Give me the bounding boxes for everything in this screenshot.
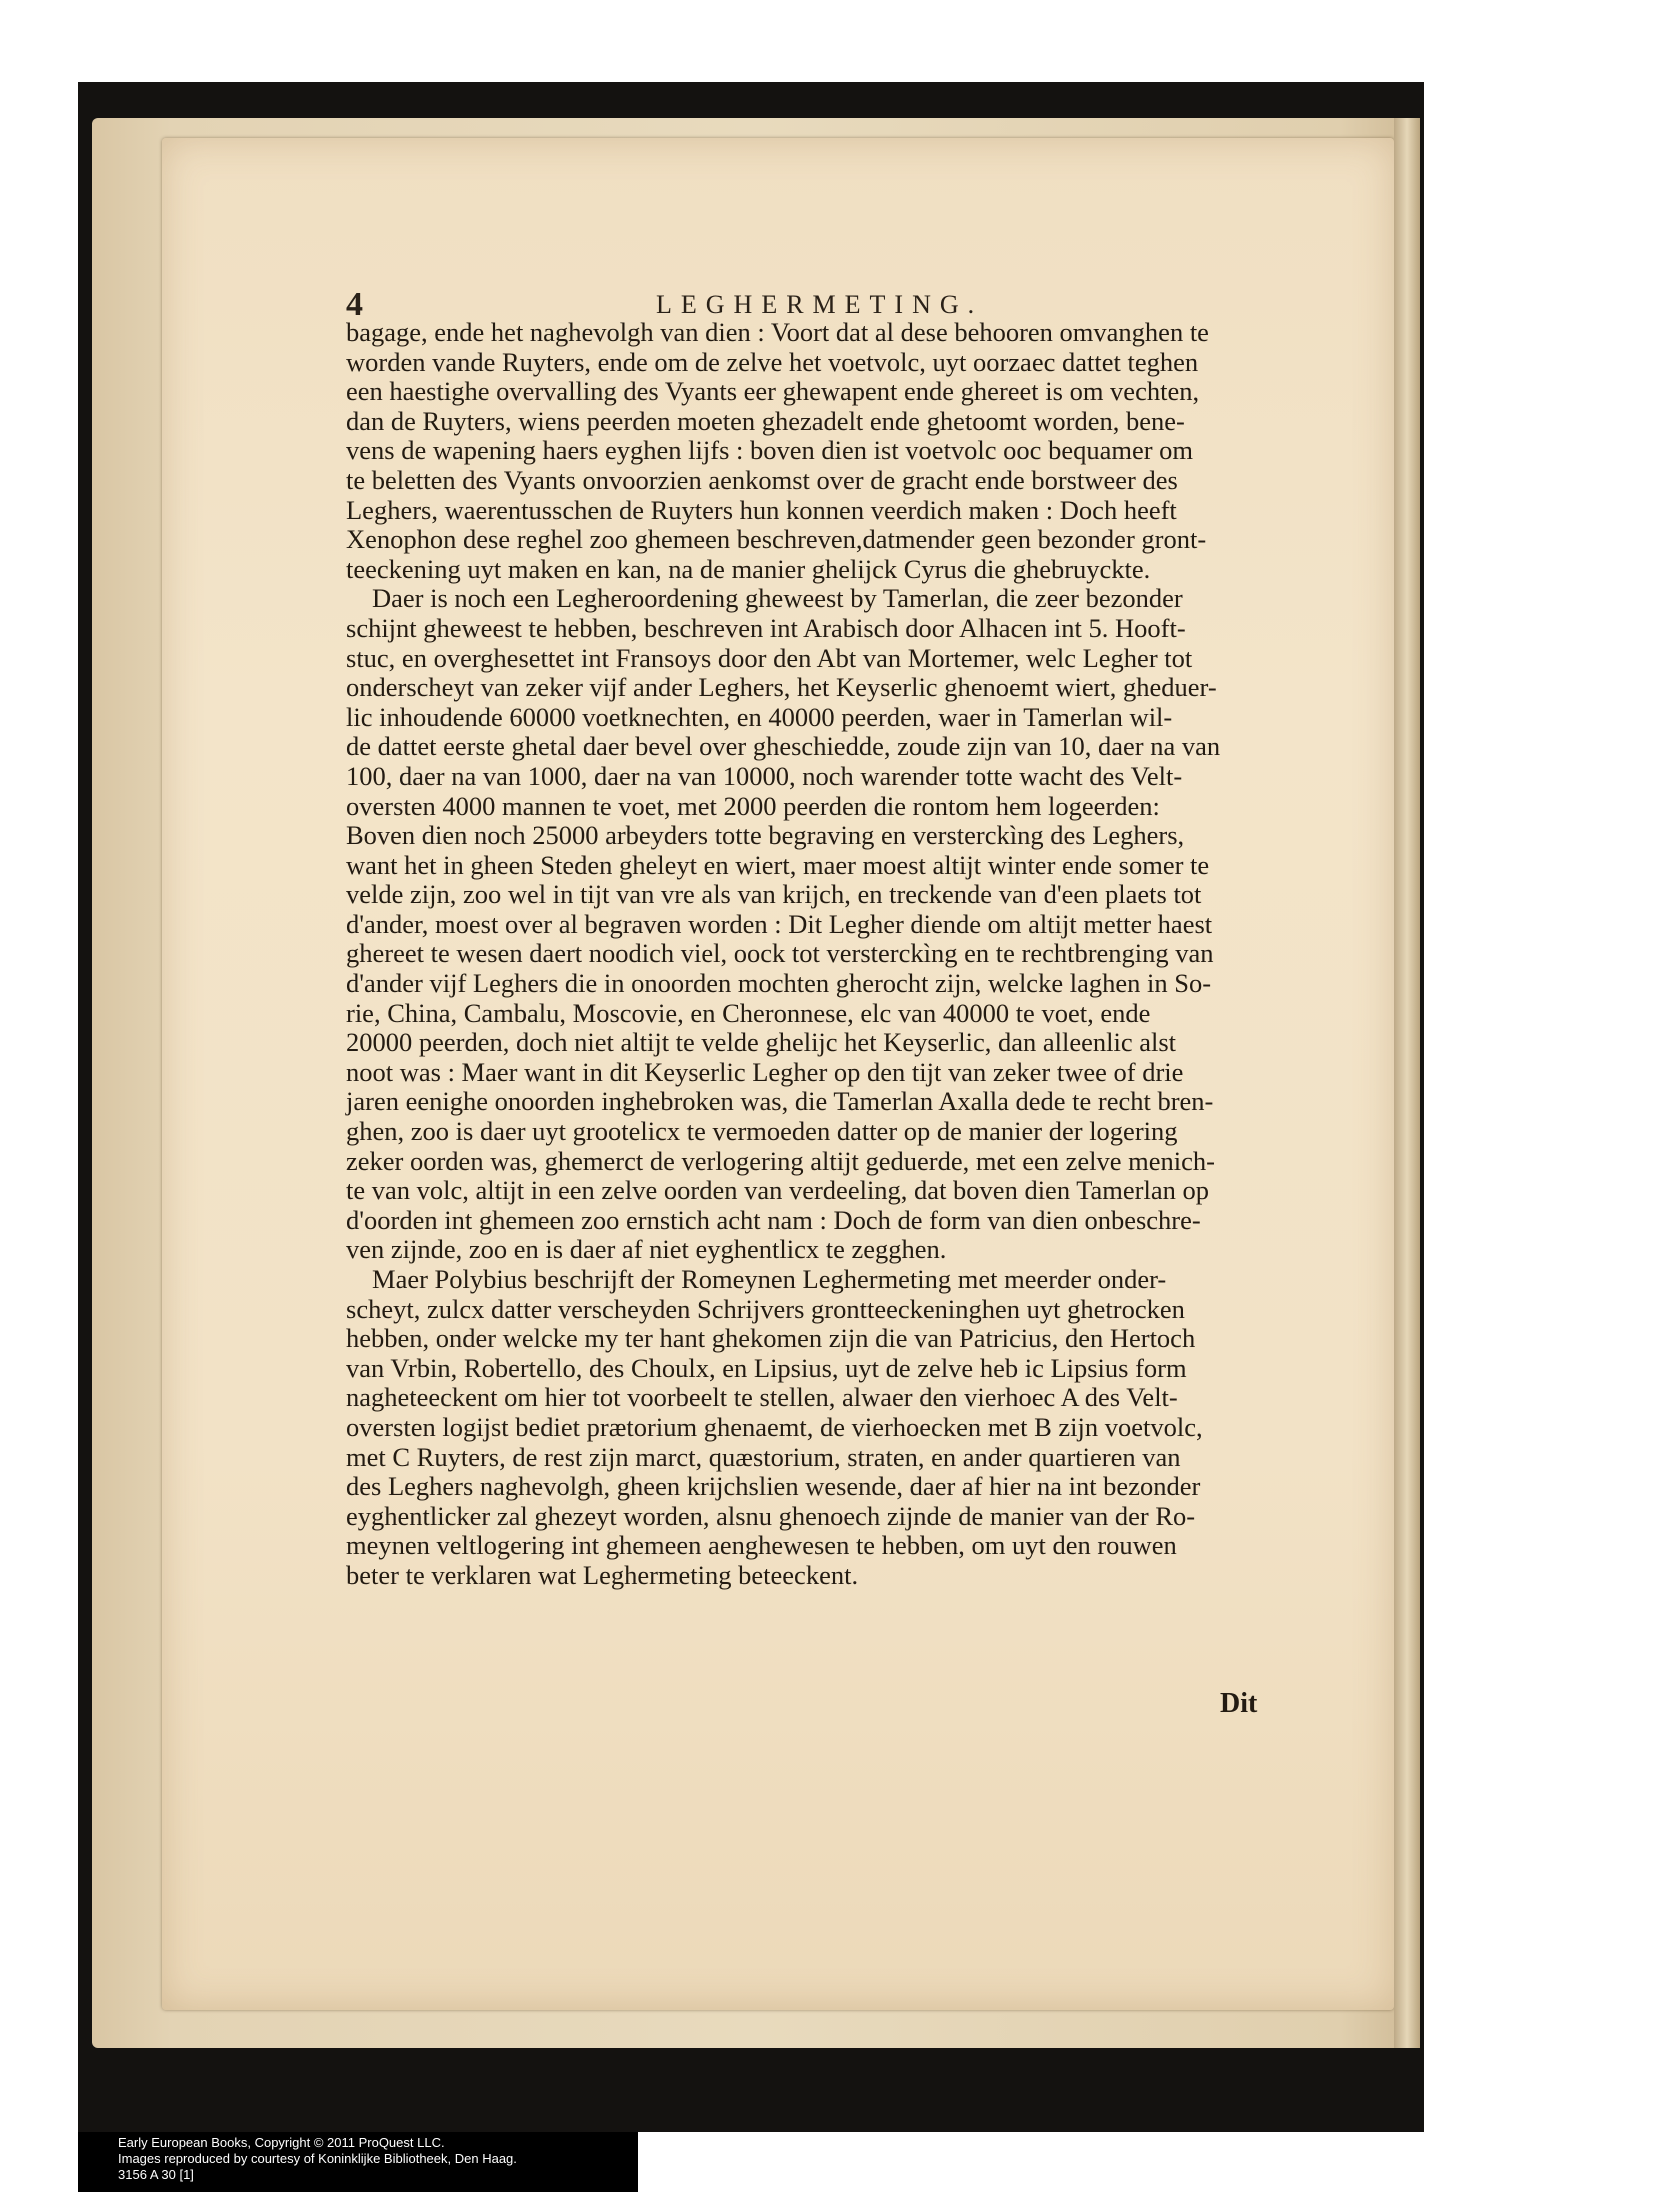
text-line: de dattet eerste ghetal daer bevel over gheschiedde, zoude zijn van 10, daer na van [346, 731, 1221, 762]
text-line: Xenophon dese reghel zoo ghemeen beschreven,datmender geen bezonder gront- [346, 524, 1207, 555]
text-line: dan de Ruyters, wiens peerden moeten ghezadelt ende ghetoomt worden, bene- [346, 405, 1185, 436]
text-line: teeckening uyt maken en kan, na de manier ghelijck Cyrus die ghebruyckte. [346, 553, 1151, 584]
paragraph-3 [346, 1265, 1294, 1591]
text-line: oversten logijst bediet prætorium ghenaemt, de vierhoecken met B zijn voetvolc, [346, 1411, 1203, 1442]
paragraph-1 [346, 318, 1294, 584]
text-line: te van volc, altijt in een zelve oorden van verdeeling, dat boven dien Tamerlan op [346, 1175, 1210, 1206]
text-line: d'ander, moest over al begraven worden : Dit Legher diende om altijt metter haest [346, 908, 1213, 939]
text-line: lic inhoudende 60000 voetknechten, en 40000 peerden, waer in Tamerlan wil- [346, 701, 1173, 732]
text-line: onderscheyt van zeker vijf ander Leghers, het Keyserlic ghenoemt wiert, gheduer- [346, 672, 1217, 703]
text-line: 100, daer na van 1000, daer na van 10000, noch warender totte wacht des Velt- [346, 760, 1183, 791]
text-line: d'ander vijf Leghers die in onoorden mochten gherocht zijn, welcke laghen in So- [346, 968, 1212, 999]
catchword: Dit [1220, 1688, 1258, 1719]
text-line: zeker oorden was, ghemerct de verlogering altijt geduerde, met een zelve menich- [346, 1145, 1215, 1176]
text-line: eyghentlicker zal ghezeyt worden, alsnu ghenoech zijnde de manier van der Ro- [346, 1500, 1196, 1531]
footer-line: 3156 A 30 [1] [118, 2167, 194, 2182]
text-line: meynen veltlogering int ghemeen aenghewesen te hebben, om uyt den rouwen [346, 1530, 1177, 1561]
text-line: ghen, zoo is daer uyt grootelicx te vermoeden datter op de manier der logering [346, 1116, 1178, 1147]
running-title: LEGHERMETING. [656, 290, 984, 319]
text-line: hebben, onder welcke my ter hant ghekomen zijn die van Patricius, den Hertoch [346, 1323, 1196, 1354]
text-line: oversten 4000 mannen te voet, met 2000 peerden die rontom hem logeerden: [346, 790, 1160, 821]
footer-line: Images reproduced by courtesy of Koninklijke Bibliotheek, Den Haag. [118, 2151, 517, 2166]
text-line: worden vande Ruyters, ende om de zelve het voetvolc, uyt oorzaec dattet teghen [346, 346, 1199, 377]
copyright-footer [118, 2135, 517, 2183]
text-line: rie, China, Cambalu, Moscovie, en Cheronnese, elc van 40000 te voet, ende [346, 997, 1151, 1028]
text-line: schijnt gheweest te hebben, beschreven int Arabisch door Alhacen int 5. Hooft- [346, 612, 1186, 643]
text-line: van Vrbin, Robertello, des Choulx, en Lipsius, uyt de zelve heb ic Lipsius form [346, 1352, 1187, 1383]
text-line: d'oorden int ghemeen zoo ernstich acht nam : Doch de form van dien onbeschre- [346, 1204, 1201, 1235]
page-number: 4 [346, 286, 363, 323]
text-line: Boven dien noch 25000 arbeyders totte begraving en versterckìng des Leghers, [346, 820, 1185, 851]
text-line: nagheteeckent om hier tot voorbeelt te stellen, alwaer den vierhoec A des Velt- [346, 1382, 1178, 1413]
text-line: 20000 peerden, doch niet altijt te velde ghelijc het Keyserlic, dan alleenlic alst [346, 1027, 1177, 1058]
text-line: want het in gheen Steden gheleyt en wiert, maer moest altijt winter ende somer te [346, 849, 1210, 880]
paragraph-2 [346, 584, 1294, 1265]
text-line: te beletten des Vyants onvoorzien aenkomst over de gracht ende borstweer des [346, 464, 1178, 495]
text-line: vens de wapening haers eyghen lijfs : boven dien ist voetvolc ooc bequamer om [346, 435, 1194, 466]
text-line: stuc, en overghesettet int Fransoys door den Abt van Mortemer, welc Legher tot [346, 642, 1193, 673]
text-line: des Leghers naghevolgh, gheen krijchslien wesende, daer af hier na int bezonder [346, 1471, 1201, 1502]
text-line: ven zijnde, zoo en is daer af niet eyghentlicx te zegghen. [346, 1234, 947, 1265]
text-line: bagage, ende het naghevolgh van dien : Voort dat al dese behooren omvanghen te [346, 317, 1209, 347]
text-line: beter te verklaren wat Leghermeting beteeckent. [346, 1559, 859, 1590]
text-line: ghereet te wesen daert noodich viel, oock tot versterckìng en te rechtbrenging van [346, 938, 1214, 969]
body-text [346, 318, 1294, 1591]
footer-line: Early European Books, Copyright © 2011 ProQuest LLC. [118, 2135, 445, 2150]
text-line: scheyt, zulcx datter verscheyden Schrijvers grontteeckeninghen uyt ghetrocken [346, 1293, 1185, 1324]
text-line: jaren eenighe onoorden inghebroken was, die Tamerlan Axalla dede te recht bren- [346, 1086, 1214, 1117]
book-spine [1394, 118, 1420, 2048]
text-line: velde zijn, zoo wel in tijt van vre als van krijch, en treckende van d'een plaets tot [346, 879, 1202, 910]
text-line: Leghers, waerentusschen de Ruyters hun konnen veerdich maken : Doch heeft [346, 494, 1177, 525]
text-line: Maer Polybius beschrijft der Romeynen Leghermeting met meerder onder- [372, 1264, 1167, 1294]
text-line: noot was : Maer want in dit Keyserlic Legher op den tijt van zeker twee of drie [346, 1056, 1184, 1087]
text-line: Daer is noch een Legheroordening gheweest by Tamerlan, die zeer bezonder [372, 583, 1183, 614]
text-line: een haestighe overvalling des Vyants eer ghewapent ende ghereet is om vechten, [346, 376, 1200, 407]
text-line: met C Ruyters, de rest zijn marct, quæstorium, straten, en ander quartieren van [346, 1441, 1181, 1472]
